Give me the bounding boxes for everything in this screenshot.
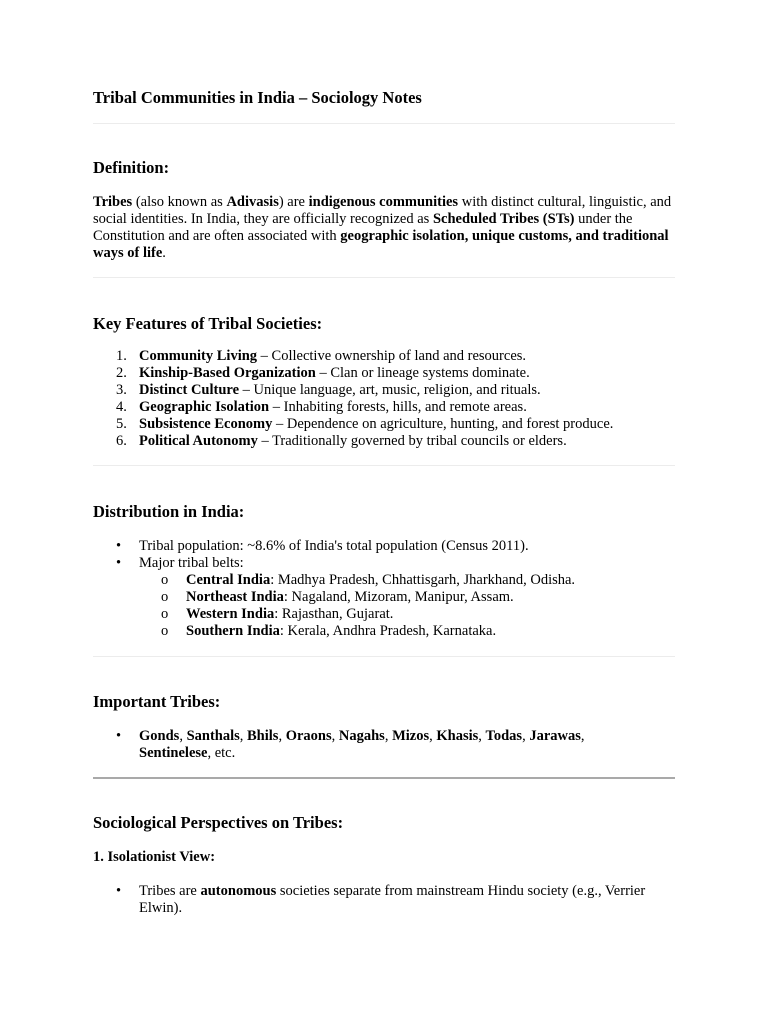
circle-bullet-icon: o bbox=[161, 589, 169, 605]
isolationist-subheading: 1. Isolationist View: bbox=[93, 849, 216, 865]
belt-item bbox=[139, 606, 683, 623]
separator: , bbox=[522, 728, 530, 744]
tribe-name: Oraons bbox=[285, 728, 332, 744]
belt-region: Western India bbox=[186, 606, 275, 622]
definition-paragraph bbox=[93, 194, 677, 262]
population-text: Tribal population: ~8.6% of India's total population (Census 2011). bbox=[139, 538, 529, 554]
tribe-name: Khasis bbox=[436, 728, 479, 744]
text: ) are bbox=[278, 194, 309, 210]
features-heading: Key Features of Tribal Societies: bbox=[93, 314, 323, 333]
bullet-icon: • bbox=[116, 883, 122, 899]
item-desc: – Unique language, art, music, religion, and rituals. bbox=[239, 382, 541, 398]
divider bbox=[93, 465, 675, 466]
item-term: Subsistence Economy bbox=[139, 416, 273, 432]
item-desc: – Collective ownership of land and resources. bbox=[257, 348, 527, 364]
item-number: 6. bbox=[116, 433, 127, 449]
list-item bbox=[93, 883, 653, 917]
list-item bbox=[93, 399, 693, 416]
separator: , bbox=[239, 728, 248, 744]
item-term: Kinship-Based Organization bbox=[139, 365, 316, 381]
list-item bbox=[93, 555, 683, 640]
term-tribes: Tribes bbox=[93, 194, 133, 210]
belts-list bbox=[139, 572, 683, 640]
page-title: Tribal Communities in India – Sociology Notes bbox=[93, 88, 422, 107]
definition-heading: Definition: bbox=[93, 158, 170, 177]
text: with distinct cultural, linguistic, and social identities. In India, they are officially recognized as bbox=[93, 194, 672, 227]
item-term: Political Autonomy bbox=[139, 433, 258, 449]
item-number: 5. bbox=[116, 416, 127, 432]
distribution-heading: Distribution in India: bbox=[93, 502, 245, 521]
section-divider bbox=[93, 777, 675, 779]
item-desc: – Dependence on agriculture, hunting, and forest produce. bbox=[272, 416, 614, 432]
term-scheduled-tribes: Scheduled Tribes (STs) bbox=[432, 211, 575, 227]
belt-region: Northeast India bbox=[186, 589, 284, 605]
list-item bbox=[93, 538, 683, 555]
bullet-icon: • bbox=[116, 555, 122, 571]
list-item bbox=[93, 433, 693, 450]
tribe-name: Todas bbox=[485, 728, 523, 744]
text: . bbox=[162, 245, 166, 261]
belt-region: Central India bbox=[186, 572, 271, 588]
list-item bbox=[93, 382, 693, 399]
tribe-name: Jarawas bbox=[529, 728, 581, 744]
term-adivasis: Adivasis bbox=[226, 194, 279, 210]
bullet-icon: • bbox=[116, 728, 122, 744]
circle-bullet-icon: o bbox=[161, 623, 169, 639]
tribes-heading: Important Tribes: bbox=[93, 692, 221, 711]
tribes-list bbox=[93, 728, 641, 762]
text: (also known as bbox=[132, 194, 227, 210]
belts-label: Major tribal belts: bbox=[139, 555, 244, 571]
divider bbox=[93, 656, 675, 657]
item-desc: – Traditionally governed by tribal councils or elders. bbox=[257, 433, 567, 449]
distribution-list bbox=[93, 538, 683, 640]
belt-item bbox=[139, 572, 683, 589]
separator: , bbox=[384, 728, 393, 744]
tribe-name: Mizos bbox=[392, 728, 430, 744]
perspectives-list bbox=[93, 883, 653, 917]
tribe-name: Nagahs bbox=[338, 728, 385, 744]
item-term: Geographic Isolation bbox=[139, 399, 270, 415]
text: Tribes are bbox=[139, 883, 201, 899]
belt-item bbox=[139, 623, 683, 640]
term-isolation: geographic isolation, unique customs, and traditional ways of life bbox=[93, 228, 669, 261]
item-desc: – Inhabiting forests, hills, and remote areas. bbox=[269, 399, 527, 415]
tribes-tail: , etc. bbox=[207, 745, 236, 761]
separator: , bbox=[331, 728, 339, 744]
list-item bbox=[93, 348, 693, 365]
item-number: 4. bbox=[116, 399, 127, 415]
item-desc: – Clan or lineage systems dominate. bbox=[315, 365, 530, 381]
separator: , bbox=[179, 728, 187, 744]
term-indigenous: indigenous communities bbox=[308, 194, 459, 210]
belt-states: : Kerala, Andhra Pradesh, Karnataka. bbox=[279, 623, 497, 639]
features-list bbox=[93, 348, 693, 450]
text: societies separate from mainstream Hindu society (e.g., Verrier Elwin). bbox=[139, 883, 646, 916]
separator: , bbox=[580, 728, 585, 744]
item-number: 3. bbox=[116, 382, 127, 398]
tribe-name: Santhals bbox=[186, 728, 240, 744]
belt-states: : Nagaland, Mizoram, Manipur, Assam. bbox=[283, 589, 514, 605]
separator: , bbox=[429, 728, 437, 744]
item-term: Distinct Culture bbox=[139, 382, 240, 398]
belt-states: : Rajasthan, Gujarat. bbox=[274, 606, 394, 622]
tribe-name: Sentinelese bbox=[139, 745, 208, 761]
term-autonomous: autonomous bbox=[200, 883, 277, 899]
list-item bbox=[93, 365, 693, 382]
separator: , bbox=[478, 728, 486, 744]
text: under the Constitution and are often associated with bbox=[93, 211, 633, 244]
list-item bbox=[93, 416, 693, 433]
separator: , bbox=[278, 728, 286, 744]
belt-states: : Madhya Pradesh, Chhattisgarh, Jharkhand, Odisha. bbox=[270, 572, 576, 588]
tribe-name: Gonds bbox=[139, 728, 180, 744]
tribe-name: Bhils bbox=[247, 728, 279, 744]
item-number: 2. bbox=[116, 365, 127, 381]
item-term: Community Living bbox=[139, 348, 258, 364]
bullet-icon: • bbox=[116, 538, 122, 554]
circle-bullet-icon: o bbox=[161, 572, 169, 588]
belt-item bbox=[139, 589, 683, 606]
perspectives-heading: Sociological Perspectives on Tribes: bbox=[93, 813, 344, 832]
divider bbox=[93, 277, 675, 278]
list-item bbox=[93, 728, 641, 762]
divider bbox=[93, 123, 675, 124]
belt-region: Southern India bbox=[186, 623, 280, 639]
circle-bullet-icon: o bbox=[161, 606, 169, 622]
item-number: 1. bbox=[116, 348, 127, 364]
